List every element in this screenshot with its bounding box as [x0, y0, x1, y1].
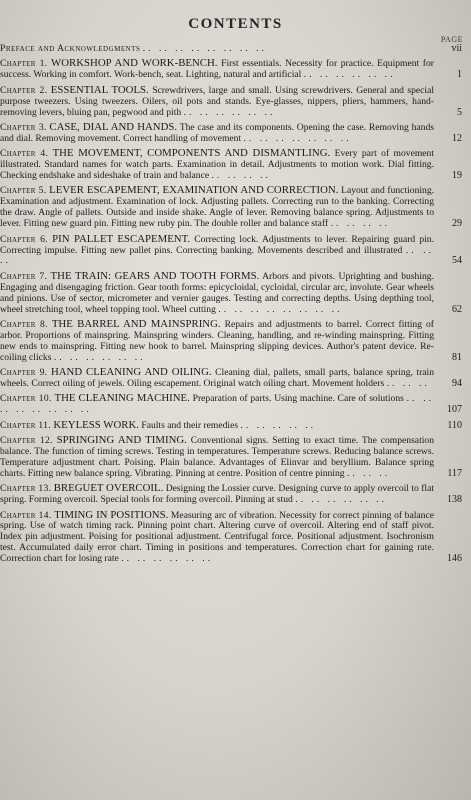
chapter-title: CASE, DIAL AND HANDS.: [49, 120, 178, 133]
chapter-summary: Preparation of parts. Using machine. Care of solutions: [192, 393, 404, 405]
chapter-summary: Cleaning dial, pallets, small parts, balance spring, train wheels. Correct oiling of jewels. Oiling escapement. Original watch oiling chart. Movement holders: [0, 367, 434, 389]
leader-dots: .. .. ..: [0, 244, 434, 267]
chapter-number: Chapter 4.: [0, 148, 49, 160]
leader-dots: .. .. .. .. .. ..: [303, 69, 396, 81]
chapter-title: TIMING IN POSITIONS.: [54, 508, 169, 521]
chapter-number: Chapter 13.: [0, 483, 52, 495]
page-column-label: PAGE: [440, 35, 463, 44]
page-number: 138: [447, 494, 462, 506]
page-number: 54: [452, 255, 462, 267]
chapter-summary: Faults and their remedies: [141, 419, 239, 431]
leader-dots: .. .. .. .. .. ..: [121, 553, 213, 565]
contents-entry: [0, 148, 462, 182]
leader-dots: .. .. ..: [386, 377, 430, 389]
contents-entry: [0, 483, 462, 506]
chapter-title: LEVER ESCAPEMENT, EXAMINATION AND CORRECTION.: [49, 184, 339, 197]
chapter-number: Chapter 1.: [0, 58, 48, 70]
entry-lead: Preface and Acknowledgments: [0, 43, 141, 54]
page-number: 62: [452, 303, 462, 315]
chapter-summary: Repairs and adjustments to barrel. Correct fitting of arbor. Proportions of mainspring. Mainspring winders. Cleaning, handling, and re-winding mainspring. Fitting new ends to mainspring. Fitting new hook to barrel. Mainspring slipping devices. Author's patent device. Re-coiling clicks: [0, 318, 435, 363]
chapter-title: BREGUET OVERCOIL.: [53, 482, 164, 495]
chapter-number: Chapter 2.: [0, 84, 48, 96]
chapter-title: ESSENTIAL TOOLS.: [50, 83, 149, 96]
chapter-summary: Conventional signs. Setting to exact time. The compensation balance. The function of timing screws. Testing in temperatures. Temperature screws. Reducing balance screws. Temperature adjustment chart. Poising. Plain balance. Advantages of Elinvar and beryllium. Balance spring charts. Fitting new balance spring. Vibrating. Pinning at centre. Position of centre pinning: [0, 435, 434, 479]
contents-entry: [0, 185, 462, 230]
chapter-number: Chapter 9.: [0, 367, 48, 379]
chapter-title: THE CLEANING MACHINE.: [54, 392, 190, 405]
page-number: 5: [457, 106, 462, 118]
chapter-summary: The case and its components. Opening the case. Removing hands and dial. Removing movement. Correct handling of movement: [0, 121, 434, 144]
chapter-title: HAND CLEANING AND OILING.: [50, 366, 212, 379]
contents-entry: [0, 435, 462, 480]
chapter-title: THE TRAIN: GEARS AND TOOTH FORMS.: [50, 269, 260, 282]
leader-dots: .. .. .. .. .. ..: [295, 494, 388, 506]
contents-list: [0, 44, 462, 569]
chapter-summary: Measuring arc of vibration. Necessity for correct pinning of balance spring. Use of watch timing rack. Pinning point chart. Altering curve of overcoil. Altering end of staff pivot. Index pin adjustment. Poising for positional adjustment. Centrifugal force. Positional adjustment. Isochronism test. Accumulated daily error chart. Timing in positions and temperatures. Correction chart for gaining rate. Correction chart for losing rate: [0, 509, 434, 565]
chapter-summary: Arbors and pivots. Uprighting and bushing. Engaging and disengaging friction. Gear tooth forms: epicycloidal, cycloidal, circular arc, involute. Gear wheels and pinions. Use of sector, micrometer and vernier gauges. Testing and correcting depths. Using depthing tool, wheel stretching tool, wheel topping tool. Wheel cutting: [0, 270, 434, 315]
chapter-title: SPRINGING AND TIMING.: [56, 434, 187, 447]
chapter-title: WORKSHOP AND WORK-BENCH.: [51, 57, 218, 70]
chapter-summary: Layout and functioning. Examination and adjustment. Examination of lock. Adjusting pallets. Correcting run to the banking. Correcting the draw. Angle of pallets. Outside and inside shake. Angle of lever. Removing balance spring. Adjustments to lever. Fitting new guard pin. Fitting new ruby pin. The double roller and balance staff: [0, 185, 435, 230]
leader-dots: .. .. .. .. .. .. .. ..: [218, 303, 343, 315]
contents-entry: [0, 58, 462, 81]
chapter-title: PIN PALLET ESCAPEMENT.: [52, 232, 191, 245]
leader-dots: .. .. .. .. .. .. .. ..: [0, 393, 434, 416]
chapter-summary: Every part of movement illustrated. Standard names for watch parts. Examination in detail. Adjustments to motion work. Dial fitting. Checking endshake and sideshake of train and balance: [0, 148, 435, 182]
contents-entry: [0, 367, 462, 390]
leader-dots: .. .. .. .. .. ..: [53, 351, 146, 363]
page-number: 117: [447, 467, 462, 479]
leader-dots: .. .. .. ..: [330, 218, 390, 230]
contents-entry: [0, 122, 462, 145]
page-number: 12: [452, 132, 462, 144]
chapter-number: Chapter 10.: [0, 393, 52, 405]
chapter-title: THE MOVEMENT, COMPONENTS AND DISMANTLING.: [52, 147, 331, 160]
page-number: 1: [457, 69, 462, 81]
page-number: 81: [452, 351, 462, 363]
contents-entry: [0, 271, 462, 316]
chapter-number: Chapter 12.: [0, 435, 53, 447]
leader-dots: .. .. .. .. ..: [240, 419, 317, 431]
leader-dots: .. .. .. .. .. .. ..: [243, 132, 352, 144]
chapter-summary: Screwdrivers, large and small. Using screwdrivers. General and special purpose tweezers. Using tweezers. Oilers, oil pots and stands. Eye-glasses, nippers, pliers, hammers, hand-removing levers, bluing pan, pegwood and pith: [0, 84, 434, 118]
leader-dots: .. .. .. ..: [211, 170, 271, 182]
chapter-number: Chapter 11.: [0, 419, 51, 431]
page-number: 146: [447, 553, 462, 565]
contents-entry: [0, 44, 462, 55]
page-number: 29: [452, 218, 462, 230]
chapter-number: Chapter 3.: [0, 121, 47, 133]
contents-entry: [0, 420, 462, 432]
chapter-summary: Designing the Lossier curve. Designing curve to apply overcoil to flat spring. Forming overcoil. Special tools for forming overcoil. Pinning at stud: [0, 483, 435, 506]
contents-entry: [0, 85, 462, 119]
chapter-number: Chapter 14.: [0, 509, 52, 521]
chapter-title: THE BARREL AND MAINSPRING.: [51, 317, 221, 330]
leader-dots: .. .. ..: [346, 467, 391, 479]
contents-entry: [0, 510, 462, 566]
contents-entry: [0, 319, 462, 364]
chapter-number: Chapter 6.: [0, 233, 48, 245]
page-number: 19: [452, 170, 462, 182]
page-number: 107: [447, 404, 462, 416]
contents-entry: [0, 393, 462, 416]
chapter-summary: Correcting lock. Adjustments to lever. Repairing guard pin. Correcting impulse. Fitting new pallet pins. Correcting banking. Movements described and illustrated: [0, 233, 435, 256]
chapter-number: Chapter 8.: [0, 318, 48, 330]
chapter-number: Chapter 5.: [0, 185, 47, 197]
page-number: vii: [451, 43, 462, 54]
page-title: CONTENTS: [188, 16, 283, 32]
leader-dots: .. .. .. .. .. ..: [183, 106, 276, 118]
chapter-summary: First essentials. Necessity for practice. Equipment for success. Working in comfort. Work-bench, seat. Lighting, natural and artificial: [0, 58, 434, 81]
page-number: 94: [452, 377, 462, 389]
leader-dots: .. .. .. .. .. .. .. ..: [142, 43, 267, 54]
page-number: 110: [447, 419, 462, 431]
chapter-number: Chapter 7.: [0, 270, 48, 282]
contents-entry: [0, 234, 462, 268]
chapter-title: KEYLESS WORK.: [53, 418, 139, 431]
